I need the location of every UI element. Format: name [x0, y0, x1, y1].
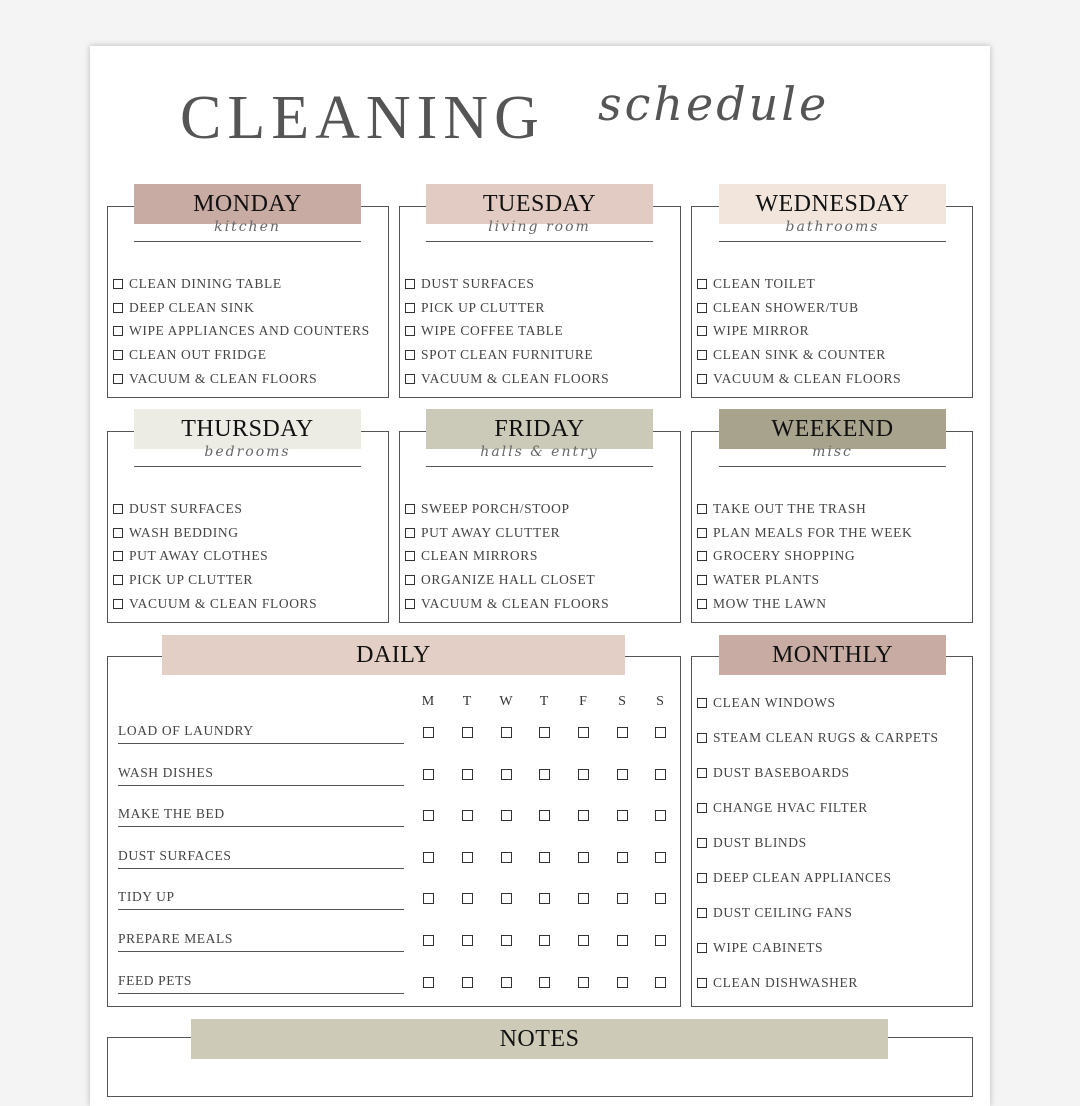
task-item[interactable] [697, 347, 886, 363]
task-label: DEEP CLEAN SINK [129, 299, 255, 315]
task-label: CHANGE HVAC FILTER [713, 800, 868, 815]
daily-card [107, 656, 681, 1007]
task-checkbox[interactable] [697, 350, 707, 360]
monthly-task-item[interactable] [697, 800, 868, 816]
daily-checkbox[interactable] [462, 727, 473, 738]
notes-header: NOTES [191, 1019, 888, 1059]
daily-checkbox[interactable] [462, 935, 473, 946]
daily-task-label: WASH DISHES [118, 764, 404, 786]
daily-checkbox[interactable] [423, 935, 434, 946]
task-checkbox[interactable] [113, 575, 123, 585]
task-item[interactable] [113, 371, 317, 387]
friday-area-label: halls & entry [426, 437, 653, 467]
task-checkbox[interactable] [697, 768, 707, 778]
task-checkbox[interactable] [697, 326, 707, 336]
task-label: TAKE OUT THE TRASH [713, 501, 867, 516]
monthly-task-item[interactable] [697, 940, 823, 956]
daily-checkbox[interactable] [539, 810, 550, 821]
task-checkbox[interactable] [697, 504, 707, 514]
task-label: WIPE APPLIANCES AND COUNTERS [129, 323, 370, 339]
thursday-header: THURSDAY [134, 409, 361, 449]
task-item[interactable] [113, 347, 267, 363]
friday-header: FRIDAY [426, 409, 653, 449]
task-item[interactable] [405, 548, 538, 564]
task-checkbox[interactable] [405, 350, 415, 360]
task-item[interactable] [113, 300, 255, 316]
task-label: VACUUM & CLEAN FLOORS [713, 370, 902, 386]
daily-checkbox[interactable] [539, 893, 550, 904]
daily-checkbox[interactable] [539, 852, 550, 863]
daily-checkbox[interactable] [501, 769, 512, 780]
daily-checkbox[interactable] [539, 935, 550, 946]
weekday-header: W [499, 694, 513, 709]
daily-checkbox[interactable] [655, 769, 666, 780]
daily-checkbox[interactable] [655, 893, 666, 904]
task-checkbox[interactable] [405, 326, 415, 336]
daily-checkbox[interactable] [423, 810, 434, 821]
daily-checkbox[interactable] [578, 935, 589, 946]
task-label: MOW THE LAWN [713, 595, 827, 611]
task-checkbox[interactable] [113, 528, 123, 538]
weekend-area-label: misc [719, 437, 946, 467]
daily-checkbox[interactable] [501, 727, 512, 738]
task-label: WIPE COFFEE TABLE [421, 323, 564, 339]
task-checkbox[interactable] [405, 575, 415, 585]
daily-checkbox[interactable] [655, 935, 666, 946]
daily-checkbox[interactable] [578, 727, 589, 738]
daily-task-label: DUST SURFACES [118, 847, 404, 869]
daily-checkbox[interactable] [539, 727, 550, 738]
task-checkbox[interactable] [697, 279, 707, 289]
daily-checkbox[interactable] [423, 893, 434, 904]
task-label: DUST CEILING FANS [713, 905, 853, 920]
task-label: PLAN MEALS FOR THE WEEK [713, 524, 913, 540]
daily-checkbox[interactable] [617, 935, 628, 946]
task-label: CLEAN WINDOWS [713, 695, 836, 710]
daily-checkbox[interactable] [578, 977, 589, 988]
task-label: WASH BEDDING [129, 524, 239, 540]
daily-checkbox[interactable] [617, 727, 628, 738]
daily-checkbox[interactable] [423, 977, 434, 988]
weekday-header: S [618, 694, 626, 709]
task-label: WIPE MIRROR [713, 323, 810, 339]
task-item[interactable] [405, 371, 609, 387]
task-label: CLEAN SHOWER/TUB [713, 299, 859, 315]
daily-checkbox[interactable] [423, 852, 434, 863]
task-item[interactable] [405, 300, 545, 316]
task-item[interactable] [697, 525, 912, 541]
daily-checkbox[interactable] [501, 893, 512, 904]
tuesday-header: TUESDAY [426, 184, 653, 224]
task-label: VACUUM & CLEAN FLOORS [129, 370, 318, 386]
daily-checkbox[interactable] [617, 769, 628, 780]
task-checkbox[interactable] [113, 599, 123, 609]
tuesday-area-label: living room [426, 212, 653, 242]
task-label: DUST BASEBOARDS [713, 765, 850, 780]
task-item[interactable] [697, 300, 859, 316]
task-item[interactable] [405, 347, 593, 363]
task-label: ORGANIZE HALL CLOSET [421, 572, 596, 588]
task-checkbox[interactable] [405, 551, 415, 561]
task-item[interactable] [697, 596, 827, 612]
task-checkbox[interactable] [697, 303, 707, 313]
task-checkbox[interactable] [405, 374, 415, 384]
task-checkbox[interactable] [697, 551, 707, 561]
daily-checkbox[interactable] [655, 977, 666, 988]
task-item[interactable] [697, 276, 815, 292]
task-checkbox[interactable] [113, 504, 123, 514]
task-item[interactable] [405, 525, 560, 541]
task-label: WIPE CABINETS [713, 940, 824, 955]
task-item[interactable] [697, 371, 901, 387]
daily-header: DAILY [162, 635, 625, 675]
task-checkbox[interactable] [113, 350, 123, 360]
task-checkbox[interactable] [697, 803, 707, 813]
task-checkbox[interactable] [405, 504, 415, 514]
task-checkbox[interactable] [113, 303, 123, 313]
daily-checkbox[interactable] [655, 727, 666, 738]
task-item[interactable] [405, 572, 595, 588]
page-title: CLEANING [180, 84, 545, 152]
task-checkbox[interactable] [697, 374, 707, 384]
task-checkbox[interactable] [697, 943, 707, 953]
task-checkbox[interactable] [697, 908, 707, 918]
task-label: SWEEP PORCH/STOOP [421, 501, 570, 516]
task-item[interactable] [405, 596, 609, 612]
task-label: SPOT CLEAN FURNITURE [421, 347, 594, 363]
task-label: PUT AWAY CLUTTER [421, 524, 561, 540]
task-label: PUT AWAY CLOTHES [129, 548, 269, 564]
daily-task-label: LOAD OF LAUNDRY [118, 722, 404, 744]
task-item[interactable] [405, 276, 534, 292]
daily-checkbox[interactable] [501, 935, 512, 946]
monthly-task-item[interactable] [697, 975, 858, 991]
daily-checkbox[interactable] [617, 810, 628, 821]
daily-checkbox[interactable] [462, 769, 473, 780]
daily-checkbox[interactable] [617, 977, 628, 988]
daily-task-label: MAKE THE BED [118, 805, 404, 827]
task-item[interactable] [113, 323, 370, 339]
task-checkbox[interactable] [113, 374, 123, 384]
daily-checkbox[interactable] [578, 810, 589, 821]
task-label: DUST SURFACES [129, 501, 243, 516]
monthly-task-item[interactable] [697, 695, 836, 711]
task-label: CLEAN TOILET [713, 276, 816, 291]
daily-checkbox[interactable] [578, 769, 589, 780]
task-checkbox[interactable] [405, 279, 415, 289]
task-item[interactable] [697, 548, 855, 564]
task-label: PICK UP CLUTTER [129, 572, 254, 588]
task-label: CLEAN DISHWASHER [713, 975, 858, 990]
daily-checkbox[interactable] [423, 727, 434, 738]
task-label: PICK UP CLUTTER [421, 299, 546, 315]
daily-checkbox[interactable] [578, 893, 589, 904]
daily-checkbox[interactable] [462, 977, 473, 988]
wednesday-header: WEDNESDAY [719, 184, 946, 224]
weekday-header: S [656, 694, 664, 709]
daily-checkbox[interactable] [501, 810, 512, 821]
daily-task-label: PREPARE MEALS [118, 930, 404, 952]
task-checkbox[interactable] [697, 575, 707, 585]
task-checkbox[interactable] [697, 873, 707, 883]
monday-area-label: kitchen [134, 212, 361, 242]
task-checkbox[interactable] [113, 279, 123, 289]
task-checkbox[interactable] [697, 733, 707, 743]
task-item[interactable] [113, 572, 253, 588]
task-item[interactable] [113, 276, 282, 292]
daily-checkbox[interactable] [462, 893, 473, 904]
daily-task-label: TIDY UP [118, 888, 404, 910]
task-checkbox[interactable] [697, 599, 707, 609]
daily-checkbox[interactable] [655, 852, 666, 863]
monthly-task-item[interactable] [697, 835, 807, 851]
monthly-task-item[interactable] [697, 765, 850, 781]
daily-checkbox[interactable] [617, 893, 628, 904]
task-item[interactable] [697, 572, 820, 588]
wednesday-area-label: bathrooms [719, 212, 946, 242]
task-item[interactable] [113, 525, 239, 541]
daily-checkbox[interactable] [539, 977, 550, 988]
daily-checkbox[interactable] [501, 977, 512, 988]
daily-checkbox[interactable] [501, 852, 512, 863]
task-label: CLEAN OUT FRIDGE [129, 347, 267, 363]
task-item[interactable] [113, 596, 317, 612]
task-label: DUST BLINDS [713, 835, 807, 850]
task-label: CLEAN SINK & COUNTER [713, 347, 886, 363]
task-label: STEAM CLEAN RUGS & CARPETS [713, 730, 939, 745]
task-item[interactable] [113, 501, 242, 517]
task-item[interactable] [697, 323, 809, 339]
monthly-header: MONTHLY [719, 635, 946, 675]
monday-header: MONDAY [134, 184, 361, 224]
daily-checkbox[interactable] [617, 852, 628, 863]
task-label: VACUUM & CLEAN FLOORS [421, 370, 610, 386]
daily-checkbox[interactable] [462, 810, 473, 821]
task-checkbox[interactable] [697, 838, 707, 848]
monthly-task-item[interactable] [697, 905, 852, 921]
daily-checkbox[interactable] [423, 769, 434, 780]
task-label: WATER PLANTS [713, 572, 820, 588]
task-checkbox[interactable] [113, 326, 123, 336]
thursday-area-label: bedrooms [134, 437, 361, 467]
task-item[interactable] [405, 501, 570, 517]
weekday-header: T [539, 694, 549, 709]
task-label: DUST SURFACES [421, 276, 535, 291]
daily-checkbox[interactable] [539, 769, 550, 780]
daily-task-label: FEED PETS [118, 972, 404, 994]
task-label: VACUUM & CLEAN FLOORS [129, 595, 318, 611]
monthly-task-item[interactable] [697, 870, 892, 886]
task-item[interactable] [697, 501, 866, 517]
task-label: GROCERY SHOPPING [713, 548, 856, 564]
daily-checkbox[interactable] [655, 810, 666, 821]
daily-checkbox[interactable] [578, 852, 589, 863]
page-title-script: schedule [598, 77, 830, 131]
weekday-header: F [579, 694, 587, 709]
weekday-header: M [421, 694, 435, 709]
task-checkbox[interactable] [113, 551, 123, 561]
task-item[interactable] [405, 323, 563, 339]
task-checkbox[interactable] [405, 303, 415, 313]
task-checkbox[interactable] [697, 698, 707, 708]
task-checkbox[interactable] [405, 599, 415, 609]
weekday-header: T [462, 694, 472, 709]
task-label: CLEAN MIRRORS [421, 548, 538, 564]
task-label: VACUUM & CLEAN FLOORS [421, 595, 610, 611]
task-checkbox[interactable] [697, 978, 707, 988]
task-label: DEEP CLEAN APPLIANCES [713, 870, 892, 885]
task-item[interactable] [113, 548, 268, 564]
task-checkbox[interactable] [697, 528, 707, 538]
weekend-header: WEEKEND [719, 409, 946, 449]
task-checkbox[interactable] [405, 528, 415, 538]
task-label: CLEAN DINING TABLE [129, 276, 282, 291]
monthly-task-item[interactable] [697, 730, 939, 746]
daily-checkbox[interactable] [462, 852, 473, 863]
